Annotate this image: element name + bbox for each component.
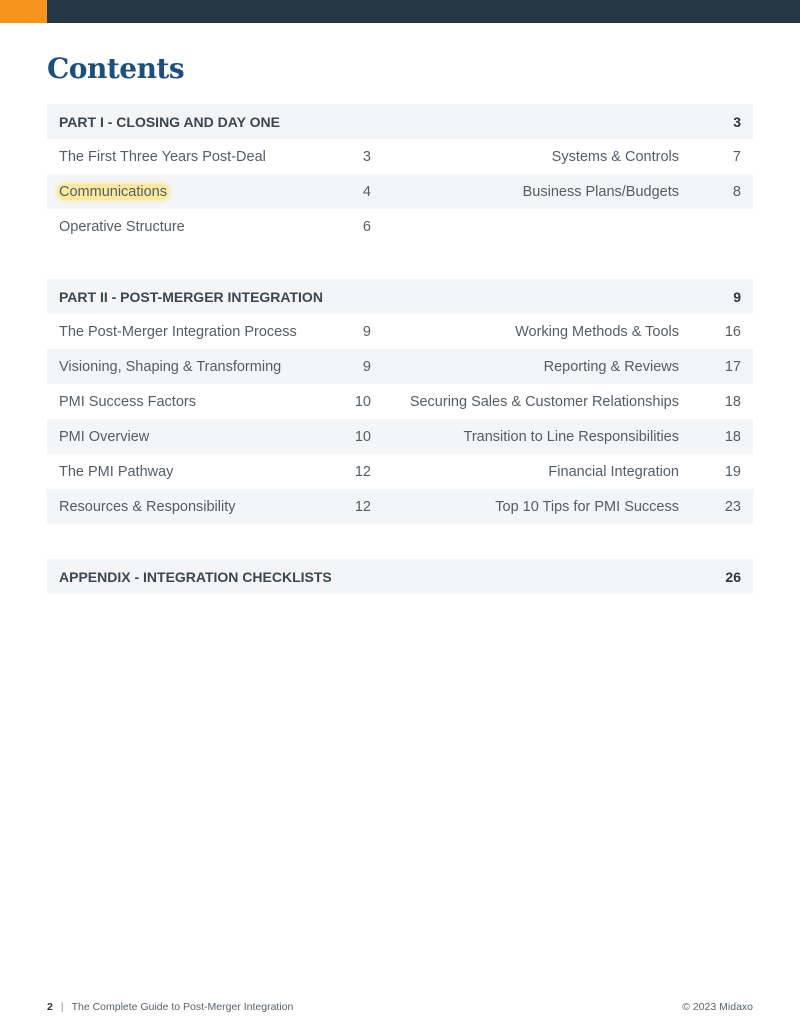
toc-entry-title[interactable]: Systems & Controls [551, 148, 679, 165]
toc-entry-title[interactable]: The Post-Merger Integration Process [59, 323, 297, 340]
toc-entry-page: 18 [724, 393, 741, 410]
toc-row [47, 139, 753, 174]
section-title: PART I - CLOSING AND DAY ONE [59, 113, 280, 130]
toc-entry-page: 8 [732, 183, 741, 200]
section-title: PART II - POST-MERGER INTEGRATION [59, 288, 323, 305]
footer-copyright: © 2023 Midaxo [682, 1001, 753, 1013]
toc-entry-title[interactable]: Top 10 Tips for PMI Success [495, 498, 679, 515]
section-page-number: 26 [725, 568, 741, 585]
toc-entry-title[interactable]: Financial Integration [548, 463, 679, 480]
toc-entry-title[interactable]: The First Three Years Post-Deal [59, 148, 266, 165]
toc-entry-page: 9 [362, 323, 371, 340]
toc-entry-page: 12 [354, 498, 371, 515]
toc-entry-title[interactable]: Resources & Responsibility [59, 498, 236, 515]
toc-entry-title[interactable]: PMI Success Factors [59, 393, 196, 410]
toc-section-header[interactable] [47, 559, 753, 594]
toc-entry-title[interactable]: Business Plans/Budgets [522, 183, 679, 200]
toc-entry-page: 10 [354, 428, 371, 445]
page-title: Contents [47, 52, 185, 85]
toc-row [47, 489, 753, 524]
toc-entry-page: 6 [362, 218, 371, 235]
toc-row [47, 174, 753, 209]
footer-page-number: 2 [47, 1001, 53, 1013]
toc-row [47, 209, 753, 244]
toc-section-header[interactable] [47, 104, 753, 139]
toc-entry-title[interactable]: Working Methods & Tools [515, 323, 679, 340]
toc-entry-page: 7 [732, 148, 741, 165]
section-page-number: 9 [733, 288, 741, 305]
toc-row [47, 314, 753, 349]
footer-separator: | [60, 1001, 64, 1013]
toc-entry-title[interactable]: Securing Sales & Customer Relationships [409, 393, 679, 410]
toc-entry-title[interactable]: Transition to Line Responsibilities [463, 428, 679, 445]
toc-row [47, 454, 753, 489]
toc-row [47, 349, 753, 384]
toc-entry-title[interactable]: Visioning, Shaping & Transforming [59, 358, 282, 375]
toc-entry-page: 4 [362, 183, 371, 200]
toc-row [47, 419, 753, 454]
toc-entry-page: 12 [354, 463, 371, 480]
toc-entry-page: 10 [354, 393, 371, 410]
page-footer [47, 1001, 753, 1013]
top-bar [0, 0, 800, 23]
footer-doc-title: The Complete Guide to Post-Merger Integration [71, 1001, 294, 1013]
toc-entry-page: 16 [724, 323, 741, 340]
toc-entry-page: 9 [362, 358, 371, 375]
section-page-number: 3 [733, 113, 741, 130]
section-title: APPENDIX - INTEGRATION CHECKLISTS [59, 568, 332, 585]
toc-row [47, 384, 753, 419]
toc-section-header[interactable] [47, 279, 753, 314]
toc-section-part-2 [47, 279, 753, 524]
toc-entry-page: 19 [724, 463, 741, 480]
toc-section-appendix [47, 559, 753, 594]
toc-entry-title[interactable]: PMI Overview [59, 428, 150, 445]
toc-entry-title[interactable]: Operative Structure [59, 218, 185, 235]
table-of-contents [47, 104, 753, 629]
toc-entry-page: 18 [724, 428, 741, 445]
toc-section-part-1 [47, 104, 753, 244]
toc-entry-page: 17 [724, 358, 741, 375]
toc-entry-title[interactable]: The PMI Pathway [59, 463, 174, 480]
toc-entry-title[interactable]: Reporting & Reviews [543, 358, 679, 375]
toc-entry-page: 3 [362, 148, 371, 165]
orange-accent-block [0, 0, 47, 23]
toc-entry-page: 23 [724, 498, 741, 515]
toc-entry-title-highlighted[interactable]: Communications [59, 183, 167, 200]
